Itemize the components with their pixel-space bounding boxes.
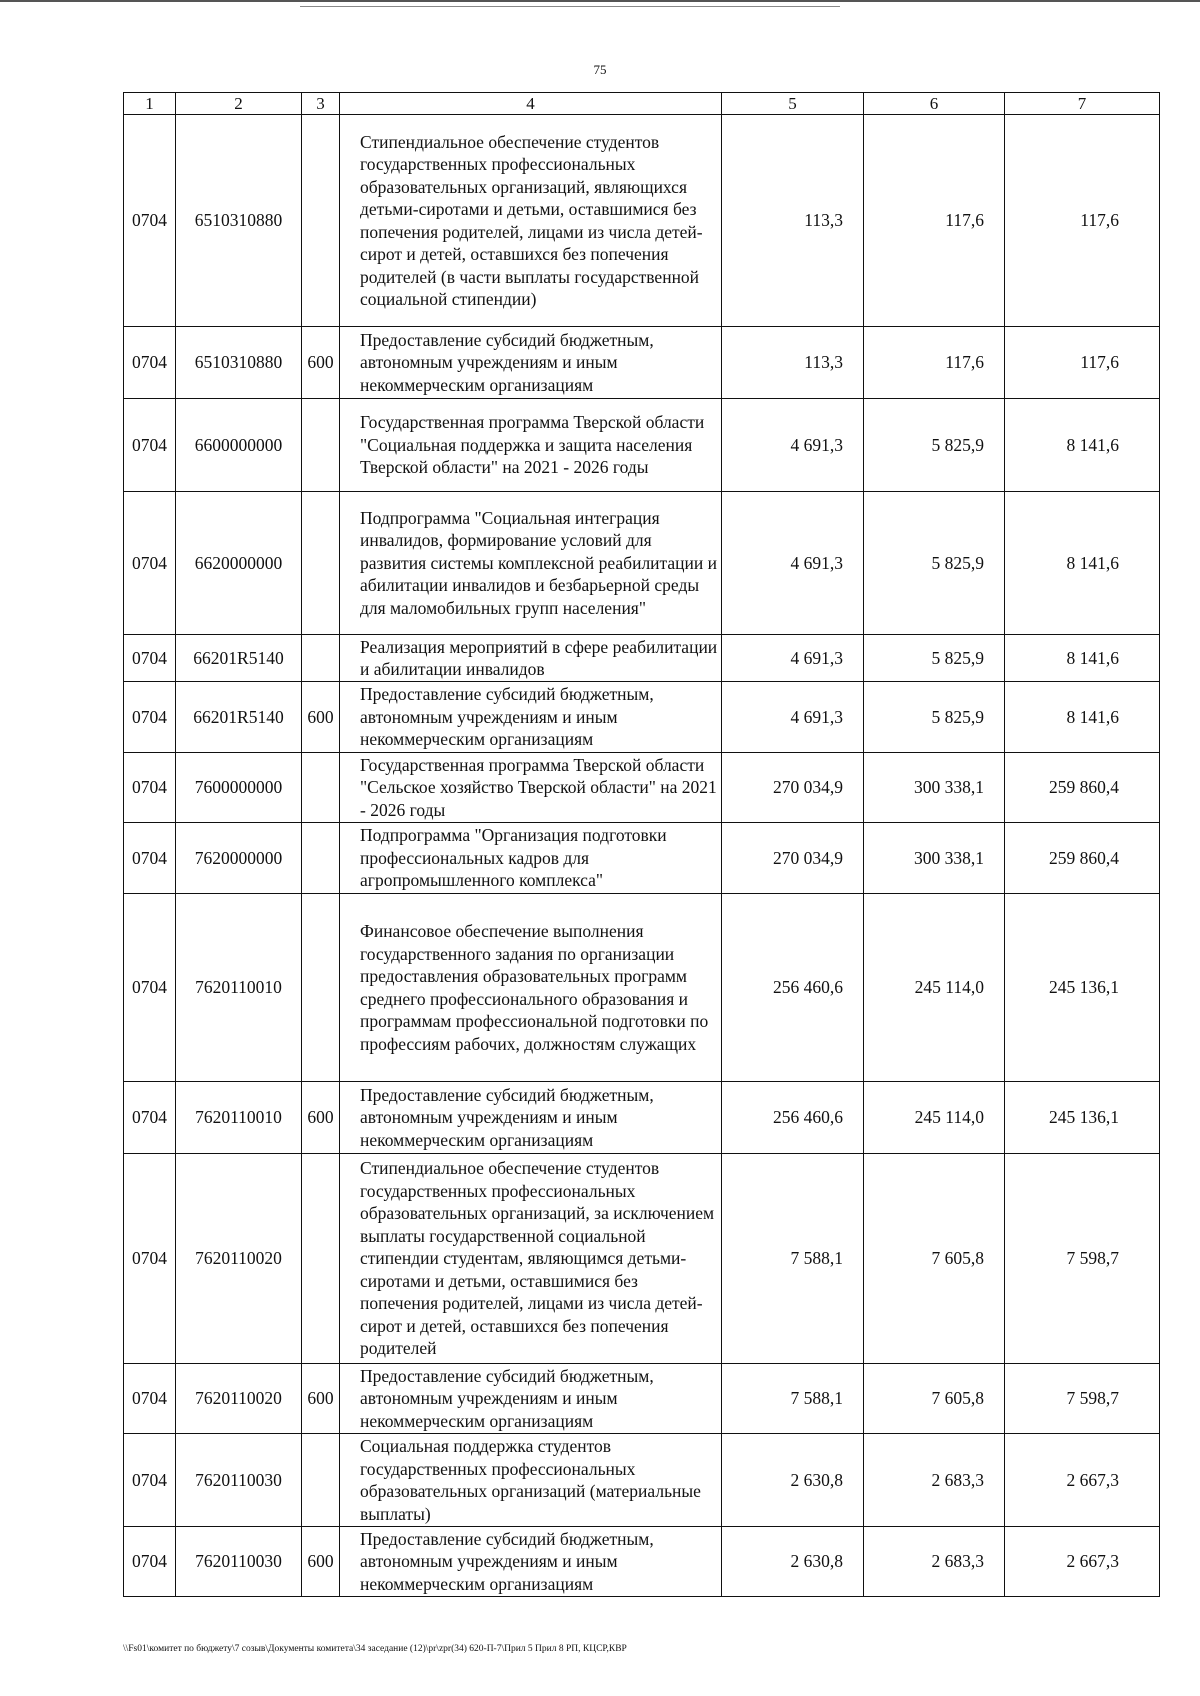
amount-col5: 256 460,6: [722, 894, 864, 1082]
section-code: 0704: [124, 635, 176, 682]
expense-type-code: [302, 1154, 340, 1364]
amount-col5: 4 691,3: [722, 399, 864, 492]
item-name: Предоставление субсидий бюджетным, автономным учреждениям и иным некоммерческим организациям: [340, 1527, 722, 1597]
item-name: Подпрограмма "Организация подготовки профессиональных кадров для агропромышленного комплекса": [340, 823, 722, 894]
table-row: [124, 1154, 1160, 1364]
table-row: [124, 894, 1160, 1082]
item-name: Подпрограмма "Социальная интеграция инвалидов, формирование условий для развития системы комплексной реабилитации и абилитации инвалидов и безбарьерной среды для маломобильных групп населения": [340, 492, 722, 635]
amount-col6: 117,6: [864, 115, 1005, 327]
amount-col6: 245 114,0: [864, 894, 1005, 1082]
section-code: 0704: [124, 492, 176, 635]
section-code: 0704: [124, 1154, 176, 1364]
amount-col6: 245 114,0: [864, 1082, 1005, 1154]
item-name: Финансовое обеспечение выполнения государственного задания по организации предоставления образовательных программ среднего профессионального образования и программам профессиональной подготовки по профессиям рабочих, должностям служащих: [340, 894, 722, 1082]
amount-col7: 7 598,7: [1005, 1364, 1160, 1434]
column-header: 5: [722, 93, 864, 115]
item-name: Предоставление субсидий бюджетным, автономным учреждениям и иным некоммерческим организациям: [340, 327, 722, 399]
target-article-code: 6620000000: [176, 492, 302, 635]
target-article-code: 6600000000: [176, 399, 302, 492]
page-number: 75: [593, 62, 607, 77]
amount-col6: 5 825,9: [864, 399, 1005, 492]
section-code: 0704: [124, 1082, 176, 1154]
target-article-code: 66201R5140: [176, 682, 302, 753]
target-article-code: 6510310880: [176, 327, 302, 399]
table-row: [124, 1434, 1160, 1527]
target-article-code: 7600000000: [176, 753, 302, 823]
amount-col6: 300 338,1: [864, 823, 1005, 894]
section-code: 0704: [124, 753, 176, 823]
amount-col6: 300 338,1: [864, 753, 1005, 823]
amount-col7: 259 860,4: [1005, 823, 1160, 894]
column-header: 4: [340, 93, 722, 115]
table-row: [124, 1527, 1160, 1597]
item-name: Социальная поддержка студентов государственных профессиональных образовательных организаций (материальные выплаты): [340, 1434, 722, 1527]
amount-col5: 2 630,8: [722, 1527, 864, 1597]
amount-col6: 2 683,3: [864, 1434, 1005, 1527]
target-article-code: 7620110020: [176, 1154, 302, 1364]
amount-col7: 117,6: [1005, 327, 1160, 399]
item-name: Государственная программа Тверской области "Социальная поддержка и защита населения Тверской области" на 2021 - 2026 годы: [340, 399, 722, 492]
expense-type-code: 600: [302, 1527, 340, 1597]
amount-col5: 4 691,3: [722, 635, 864, 682]
item-name: Предоставление субсидий бюджетным, автономным учреждениям и иным некоммерческим организациям: [340, 1364, 722, 1434]
column-header: 7: [1005, 93, 1160, 115]
target-article-code: 7620110010: [176, 1082, 302, 1154]
amount-col5: 256 460,6: [722, 1082, 864, 1154]
amount-col7: 259 860,4: [1005, 753, 1160, 823]
amount-col5: 270 034,9: [722, 823, 864, 894]
column-header: 2: [176, 93, 302, 115]
budget-table: [123, 92, 1160, 1597]
expense-type-code: 600: [302, 327, 340, 399]
expense-type-code: [302, 823, 340, 894]
amount-col5: 270 034,9: [722, 753, 864, 823]
column-header: 1: [124, 93, 176, 115]
amount-col6: 2 683,3: [864, 1527, 1005, 1597]
amount-col5: 7 588,1: [722, 1154, 864, 1364]
amount-col5: 4 691,3: [722, 492, 864, 635]
amount-col6: 117,6: [864, 327, 1005, 399]
item-name: Реализация мероприятий в сфере реабилитации и абилитации инвалидов: [340, 635, 722, 682]
amount-col6: 5 825,9: [864, 492, 1005, 635]
column-header: 3: [302, 93, 340, 115]
amount-col7: 245 136,1: [1005, 1082, 1160, 1154]
amount-col5: 2 630,8: [722, 1434, 864, 1527]
table-row: [124, 115, 1160, 327]
expense-type-code: [302, 492, 340, 635]
table-row: [124, 492, 1160, 635]
amount-col7: 117,6: [1005, 115, 1160, 327]
amount-col7: 2 667,3: [1005, 1527, 1160, 1597]
section-code: 0704: [124, 1434, 176, 1527]
table-row: [124, 753, 1160, 823]
amount-col7: 8 141,6: [1005, 399, 1160, 492]
expense-type-code: 600: [302, 682, 340, 753]
target-article-code: 7620110030: [176, 1527, 302, 1597]
target-article-code: 66201R5140: [176, 635, 302, 682]
expense-type-code: [302, 753, 340, 823]
section-code: 0704: [124, 327, 176, 399]
table-row: [124, 399, 1160, 492]
target-article-code: 7620110020: [176, 1364, 302, 1434]
target-article-code: 7620110010: [176, 894, 302, 1082]
table-row: [124, 1082, 1160, 1154]
header-row: [124, 93, 1160, 115]
section-code: 0704: [124, 1527, 176, 1597]
section-code: 0704: [124, 682, 176, 753]
section-code: 0704: [124, 894, 176, 1082]
section-code: 0704: [124, 399, 176, 492]
expense-type-code: 600: [302, 1364, 340, 1434]
amount-col7: 7 598,7: [1005, 1154, 1160, 1364]
amount-col5: 4 691,3: [722, 682, 864, 753]
expense-type-code: [302, 635, 340, 682]
target-article-code: 7620110030: [176, 1434, 302, 1527]
amount-col7: 8 141,6: [1005, 682, 1160, 753]
amount-col5: 113,3: [722, 327, 864, 399]
item-name: Предоставление субсидий бюджетным, автономным учреждениям и иным некоммерческим организациям: [340, 682, 722, 753]
amount-col6: 7 605,8: [864, 1364, 1005, 1434]
section-code: 0704: [124, 1364, 176, 1434]
item-name: Стипендиальное обеспечение студентов государственных профессиональных образовательных организаций, за исключением выплаты государственной социальной стипендии студентам, являющимся детьми-сиротами и детьми, оставшимися без попечения родителей, лицами из числа детей-сирот и детей, оставшихся без попечения родителей: [340, 1154, 722, 1364]
amount-col7: 8 141,6: [1005, 492, 1160, 635]
section-code: 0704: [124, 823, 176, 894]
expense-type-code: [302, 894, 340, 1082]
target-article-code: 7620000000: [176, 823, 302, 894]
item-name: Предоставление субсидий бюджетным, автономным учреждениям и иным некоммерческим организациям: [340, 1082, 722, 1154]
amount-col7: 245 136,1: [1005, 894, 1160, 1082]
table-row: [124, 635, 1160, 682]
table-row: [124, 1364, 1160, 1434]
amount-col6: 5 825,9: [864, 682, 1005, 753]
table-row: [124, 823, 1160, 894]
amount-col6: 5 825,9: [864, 635, 1005, 682]
expense-type-code: [302, 1434, 340, 1527]
item-name: Государственная программа Тверской области "Сельское хозяйство Тверской области" на 2021 - 2026 годы: [340, 753, 722, 823]
table-row: [124, 682, 1160, 753]
target-article-code: 6510310880: [176, 115, 302, 327]
amount-col7: 8 141,6: [1005, 635, 1160, 682]
expense-type-code: 600: [302, 1082, 340, 1154]
expense-type-code: [302, 115, 340, 327]
file-path-footer: \\Fs01\комитет по бюджету\7 созыв\Документы комитета\34 заседание (12)\pr\zpr(34) 620-П-7\Прил 5 Прил 8 РП, КЦСР,КВР: [123, 1644, 627, 1654]
section-code: 0704: [124, 115, 176, 327]
column-header: 6: [864, 93, 1005, 115]
scan-edge-line: [300, 6, 840, 7]
amount-col5: 7 588,1: [722, 1364, 864, 1434]
amount-col5: 113,3: [722, 115, 864, 327]
table-row: [124, 327, 1160, 399]
scan-edge-line: [0, 0, 1200, 2]
expense-type-code: [302, 399, 340, 492]
item-name: Стипендиальное обеспечение студентов государственных профессиональных образовательных организаций, являющихся детьми-сиротами и детьми, оставшимися без попечения родителей, лицами из числа детей-сирот и детей, оставшихся без попечения родителей (в части выплаты государственной социальной стипендии): [340, 115, 722, 327]
amount-col7: 2 667,3: [1005, 1434, 1160, 1527]
amount-col6: 7 605,8: [864, 1154, 1005, 1364]
